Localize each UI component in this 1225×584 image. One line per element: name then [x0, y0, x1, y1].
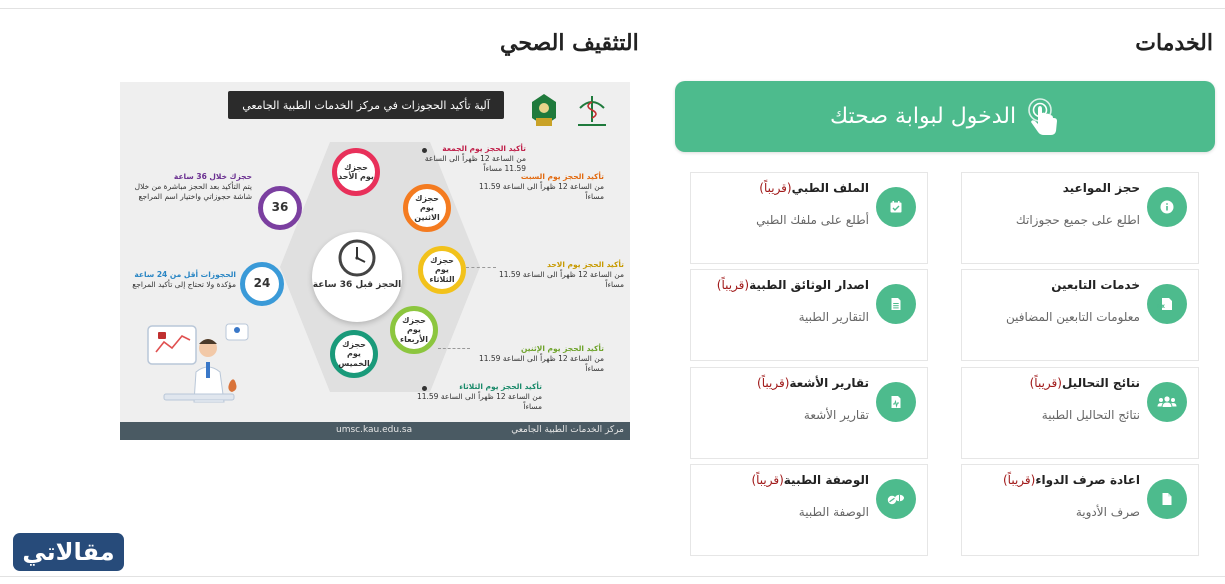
card-title: الوصفة الطبية(قريباً) — [751, 473, 869, 487]
card-title: اعادة صرف الدواء(قريباً) — [1002, 473, 1140, 487]
center-label: الحجز قبل 36 ساعة — [312, 280, 402, 290]
xray-file-icon — [876, 382, 916, 422]
note-tuesday: تأكيد الحجز يوم الثلاثاء من الساعة 12 ظهراً الى الساعة 11.59 مساءاً — [416, 382, 542, 412]
card-desc: التقارير الطبية — [798, 310, 869, 324]
card-title: اصدار الوثائق الطبية(قريباً) — [716, 278, 869, 292]
doctor-illustration — [144, 318, 254, 408]
file-icon — [1147, 479, 1187, 519]
top-divider — [0, 8, 1225, 9]
health-portal-button[interactable] — [675, 81, 1215, 152]
bubble-tuesday: حجزك يوم الثلاثاء — [418, 246, 466, 294]
card-title: تقارير الأشعة(قريباً) — [757, 376, 869, 390]
document-icon — [876, 284, 916, 324]
bubble-wednesday: حجزك يوم الأربعاء — [390, 306, 438, 354]
bubble-monday: حجزك يوم الاثنين — [403, 184, 451, 232]
bubble-sunday: حجزك يوم الأحد — [332, 148, 380, 196]
users-icon — [1147, 382, 1187, 422]
card-desc: نتائج التحاليل الطبية — [1041, 408, 1140, 422]
footer-org: مركز الخدمات الطبية الجامعي — [511, 425, 624, 435]
note-saturday: تأكيد الحجز يوم السبت من الساعة 12 ظهراً الى الساعة 11.59 مساءاً — [478, 172, 604, 202]
card-medical-documents[interactable] — [690, 269, 928, 361]
note-friday: تأكيد الحجز يوم الجمعة من الساعة 12 ظهراً الى الساعة 11.59 مساءاً — [424, 144, 526, 174]
infographic-title: آلية تأكيد الحجوزات في مركز الخدمات الطبية الجامعي — [228, 91, 504, 119]
card-desc: الوصفة الطبية — [798, 505, 869, 519]
bubble-thursday: حجزك يوم الخميس — [330, 330, 378, 378]
card-title: نتائج التحاليل(قريباً) — [1029, 376, 1140, 390]
card-desc: اطلع على جميع حجوزاتك — [1015, 213, 1140, 227]
card-radiology-reports[interactable] — [690, 367, 928, 459]
svg-text:Rx: Rx — [1156, 303, 1165, 310]
card-title: الملف الطبي(قريباً) — [759, 181, 869, 195]
note-24-hours: الحجوزات أقل من 24 ساعة مؤكدة ولا تحتاج إلى تأكيد المراجع — [132, 270, 236, 290]
bottom-divider — [0, 576, 1225, 577]
pills-icon — [876, 479, 916, 519]
card-desc: صرف الأدوية — [1075, 505, 1140, 519]
card-medication-refill[interactable] — [961, 464, 1199, 556]
center-clock — [312, 232, 402, 322]
university-logo — [526, 92, 562, 132]
note-36-hours: حجزك خلال 36 ساعة يتم التأكيد بعد الحجز مباشرة من خلال شاشة حجوزاتي واختيار اسم المراجع — [134, 172, 252, 202]
card-desc: معلومات التابعين المضافين — [1005, 310, 1140, 324]
note-monday: تأكيد الحجز يوم الإثنين من الساعة 12 ظهراً الى الساعة 11.59 مساءاً — [478, 344, 604, 374]
prescription-icon — [1147, 284, 1187, 324]
site-brand-logo[interactable]: مقالاتي — [13, 533, 124, 571]
booking-confirmation-infographic[interactable] — [120, 82, 630, 440]
card-medical-file[interactable] — [690, 172, 928, 264]
card-prescription[interactable] — [690, 464, 928, 556]
badge-24-hours: 24 — [240, 262, 284, 306]
services-heading: الخدمات — [1135, 30, 1213, 56]
card-lab-results[interactable] — [961, 367, 1199, 459]
portal-button-label: الدخول لبوابة صحتك — [829, 104, 1017, 129]
info-icon — [1147, 187, 1187, 227]
card-desc: تقارير الأشعة — [803, 408, 869, 422]
infographic-footer — [120, 422, 630, 440]
card-dependents[interactable] — [961, 269, 1199, 361]
health-education-heading: التثقيف الصحي — [500, 30, 639, 56]
card-title: حجز المواعيد — [1062, 181, 1140, 195]
calendar-check-icon — [876, 187, 916, 227]
card-appointments[interactable] — [961, 172, 1199, 264]
badge-36-hours: 36 — [258, 186, 302, 230]
footer-url: umsc.kau.edu.sa — [336, 425, 413, 435]
medical-center-logo — [572, 92, 608, 132]
card-desc: أطلع على ملفك الطبي — [756, 213, 869, 227]
note-sunday: تأكيد الحجز يوم الاحد من الساعة 12 ظهراً الى الساعة 11.59 مساءاً — [498, 260, 624, 290]
note-line — [438, 348, 470, 350]
tap-hand-icon — [1026, 97, 1060, 137]
card-title: خدمات التابعين — [1051, 278, 1140, 292]
